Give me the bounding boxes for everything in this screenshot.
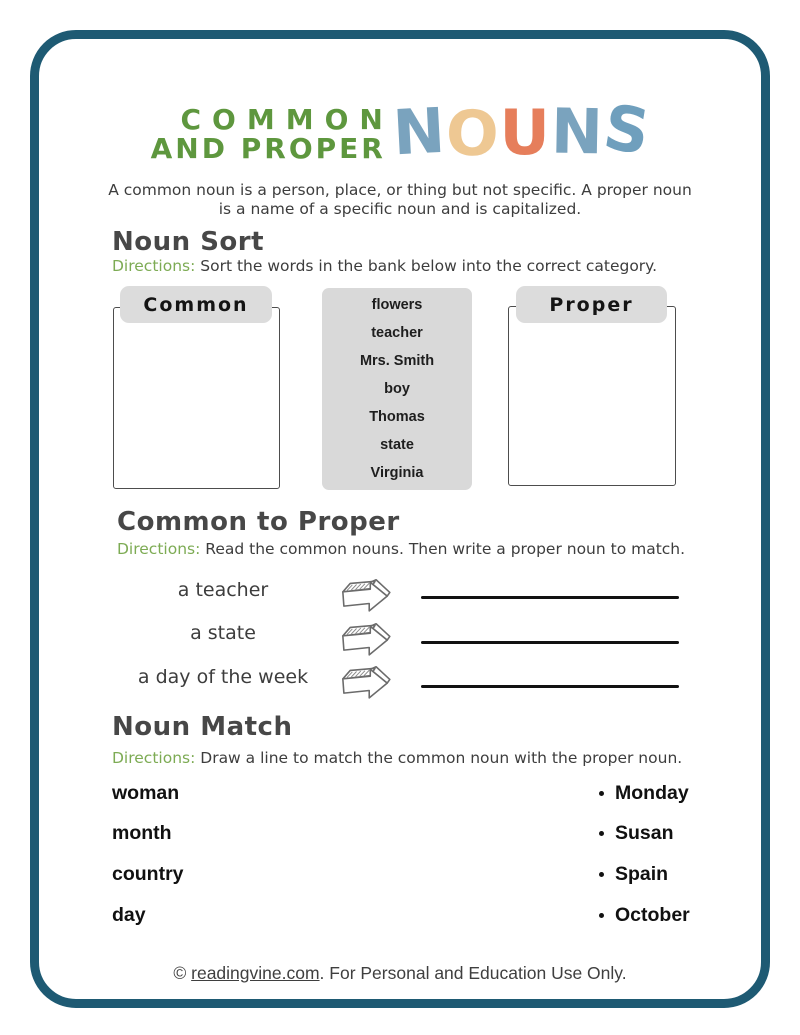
noun-match-heading: Noun Match <box>112 712 293 742</box>
nouns-letter-u: U <box>499 96 551 169</box>
noun-match-directions <box>112 749 682 767</box>
match-proper-noun <box>599 863 668 886</box>
match-proper-label: Susan <box>615 822 674 844</box>
common-sort-box <box>113 307 280 489</box>
directions-text: Sort the words in the bank below into the correct category. <box>195 257 658 275</box>
directions-label: Directions: <box>117 540 201 558</box>
common-noun-prompt: a day of the week <box>137 666 309 688</box>
title-line-2: AND PROPER <box>150 132 386 165</box>
proper-column-header <box>516 286 667 323</box>
match-common-noun: woman <box>112 782 180 804</box>
directions-label: Directions: <box>112 257 196 275</box>
match-proper-noun <box>599 904 690 927</box>
description-line-1: A common noun is a person, place, or thing but not specific. A proper noun <box>108 181 692 199</box>
directions-text: Draw a line to match the common noun with the proper noun. <box>195 749 683 767</box>
nouns-letter-n2: N <box>550 94 605 169</box>
match-common-noun: country <box>112 863 184 885</box>
bank-word: Thomas <box>369 409 425 425</box>
readingvine-link[interactable]: readingvine.com <box>191 963 320 983</box>
bank-word: Virginia <box>370 465 424 481</box>
common-column-header <box>120 286 272 323</box>
proper-column-label: Proper <box>549 293 634 316</box>
match-proper-noun <box>599 822 674 845</box>
word-bank <box>322 288 472 490</box>
match-common-noun: month <box>112 822 172 844</box>
common-column-label: Common <box>143 293 249 316</box>
directions-label: Directions: <box>112 749 196 767</box>
common-noun-prompt: a teacher <box>177 579 269 601</box>
title-nouns-word <box>390 89 656 171</box>
bank-word: state <box>380 437 414 453</box>
bank-word: boy <box>384 381 410 397</box>
match-common-noun: day <box>112 904 146 926</box>
match-proper-label: Spain <box>615 863 669 885</box>
nouns-letter-o: O <box>444 96 501 171</box>
bank-word: teacher <box>371 325 423 341</box>
match-proper-noun <box>599 782 689 805</box>
nouns-letter-n1: N <box>390 93 448 170</box>
worksheet-description <box>0 181 800 218</box>
title-common-and-proper <box>150 103 394 165</box>
bank-word: flowers <box>371 297 423 313</box>
footer-usage-text: . For Personal and Education Use Only. <box>319 963 627 983</box>
right-arrow-icon <box>338 619 392 657</box>
description-line-2: is a name of a specific noun and is capitalized. <box>218 199 582 218</box>
worksheet-title <box>0 89 800 171</box>
match-proper-label: October <box>615 904 690 926</box>
bullet-icon <box>599 872 604 877</box>
title-line-1: COMMON <box>180 103 394 136</box>
bank-word: Mrs. Smith <box>359 353 435 369</box>
common-to-proper-directions <box>117 540 685 558</box>
bullet-icon <box>599 831 604 836</box>
noun-sort-heading: Noun Sort <box>112 227 265 257</box>
match-proper-label: Monday <box>615 782 689 804</box>
footer <box>0 963 800 984</box>
answer-blank-line <box>421 641 679 644</box>
directions-text: Read the common nouns. Then write a proper noun to match. <box>200 540 686 558</box>
bullet-icon <box>599 791 604 796</box>
answer-blank-line <box>421 596 679 599</box>
right-arrow-icon <box>338 662 392 700</box>
copyright-text: © <box>173 963 192 983</box>
answer-blank-line <box>421 685 679 688</box>
nouns-letter-s: S <box>598 89 656 170</box>
common-noun-prompt: a state <box>190 622 256 644</box>
right-arrow-icon <box>338 575 392 613</box>
proper-sort-box <box>508 306 676 486</box>
noun-sort-directions <box>112 257 657 275</box>
bullet-icon <box>599 913 604 918</box>
common-to-proper-heading: Common to Proper <box>117 507 400 537</box>
